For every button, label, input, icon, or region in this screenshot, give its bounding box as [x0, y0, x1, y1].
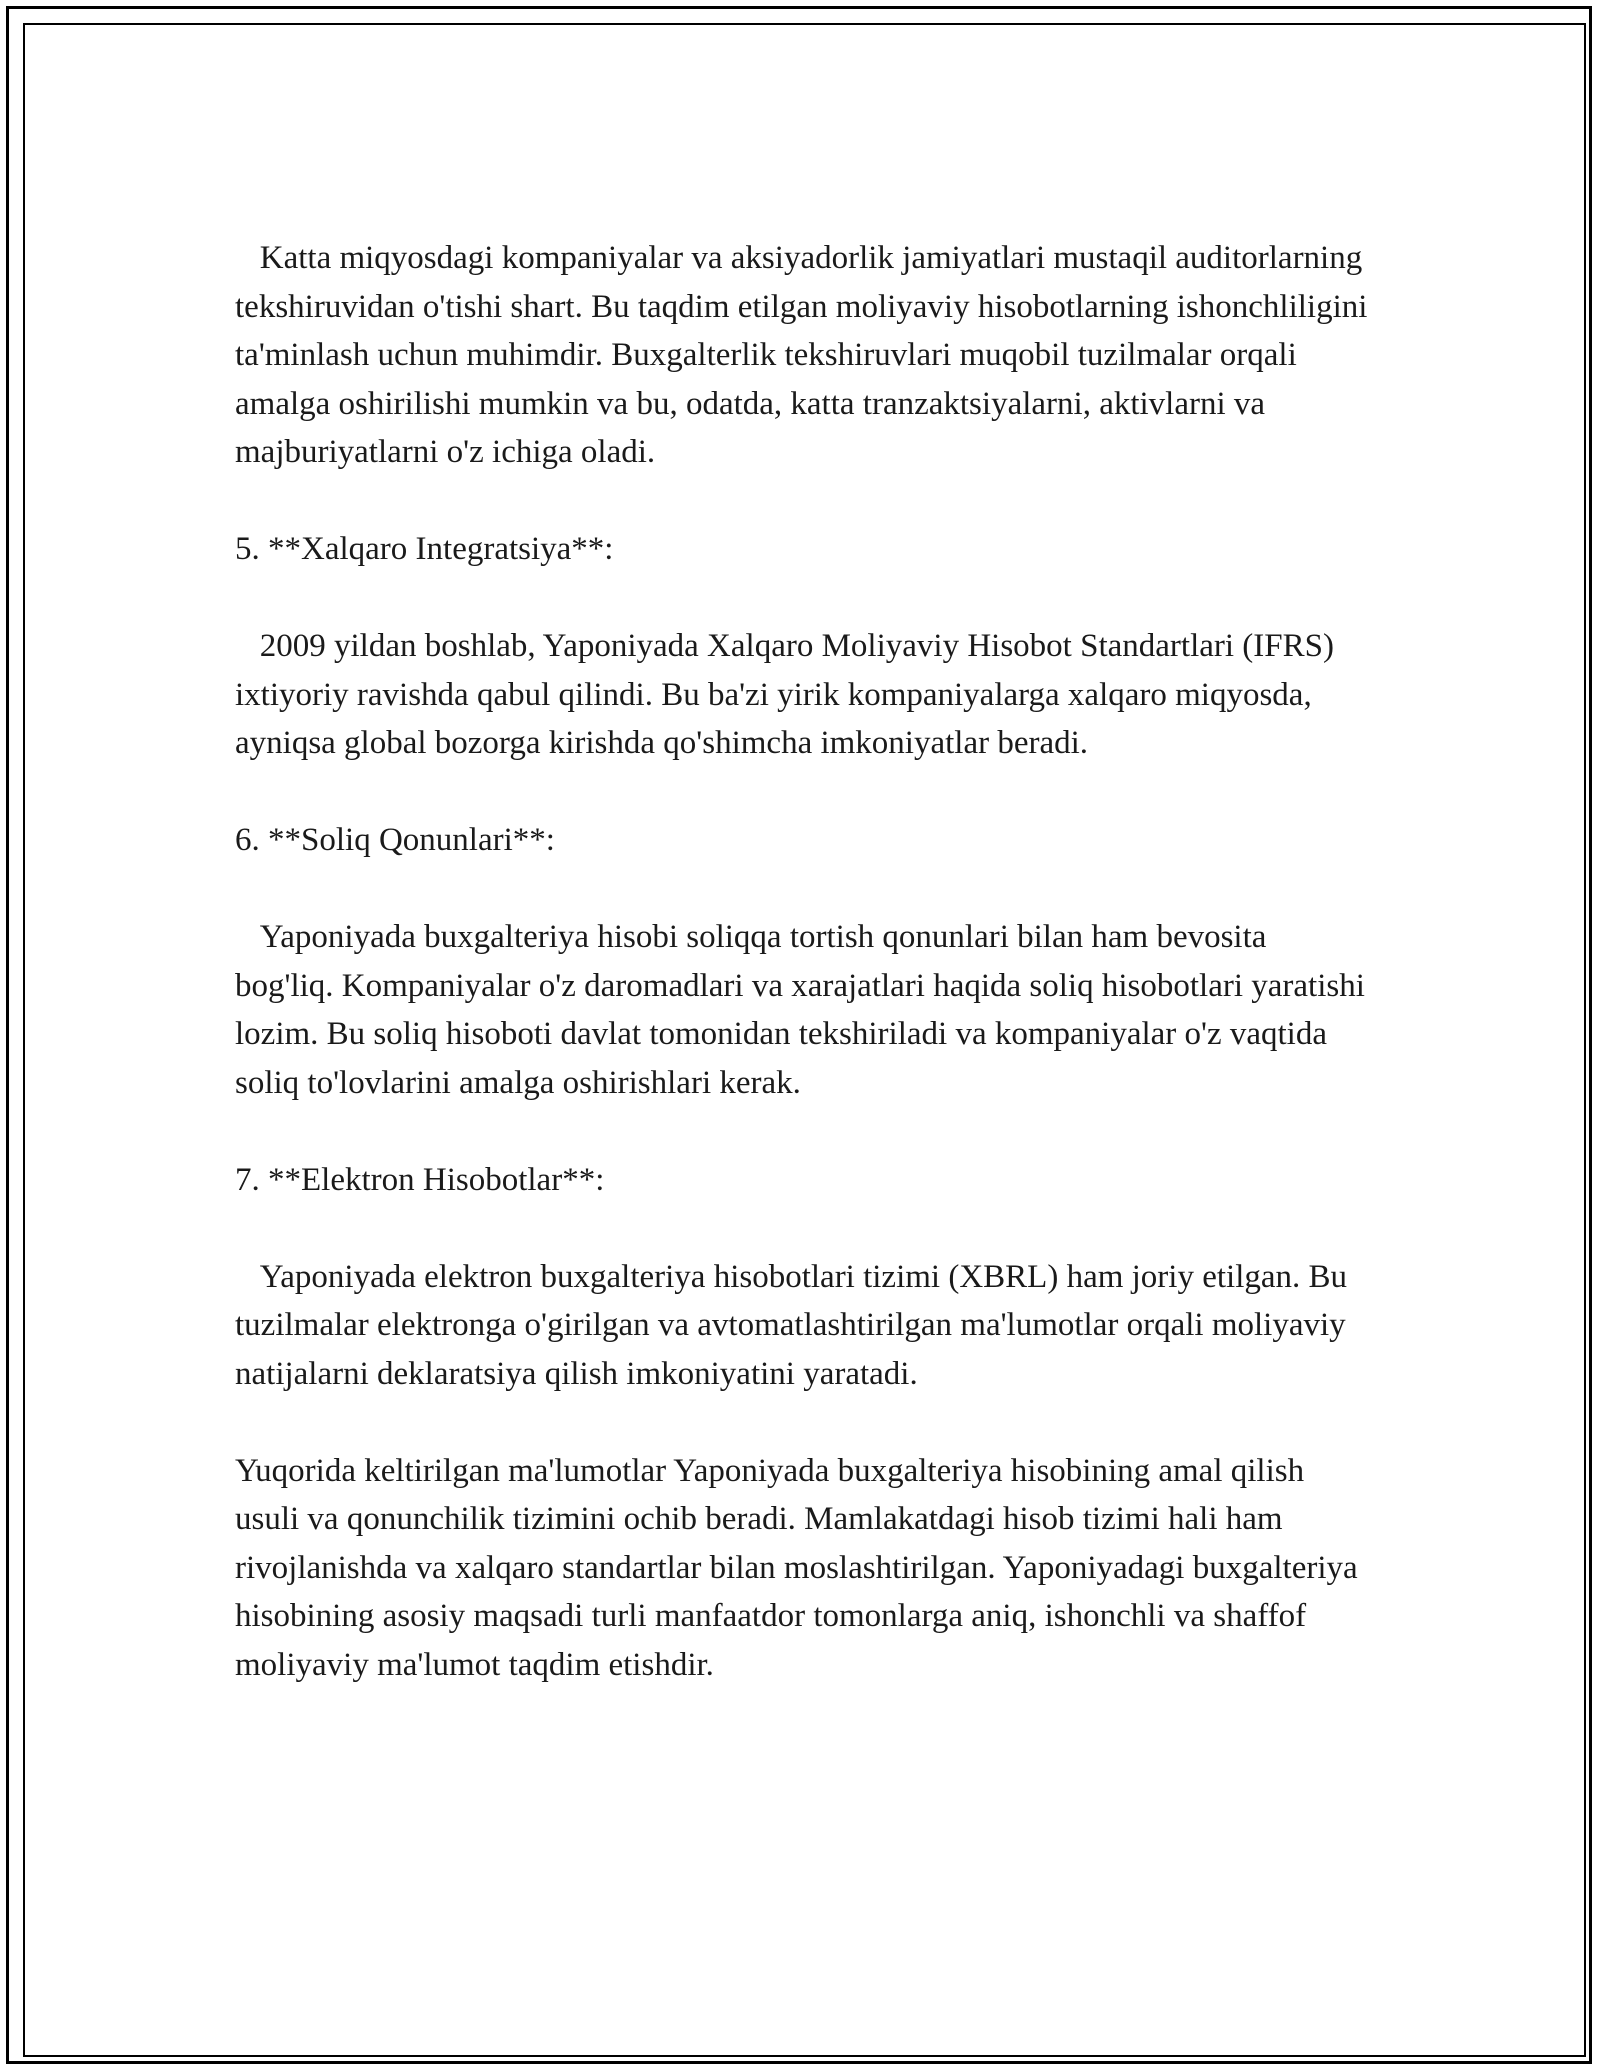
paragraph-audit: Katta miqyosdagi kompaniyalar va aksiyadorlik jamiyatlari mustaqil auditorlarning tekshiruvidan o'tishi shart. Bu taqdim etilgan moliyaviy hisobotlarning ishonchliligini ta'minlash uchun muhimdir. Buxgalterlik tekshiruvlari muqobil tuzilmalar orqali amalga oshirilishi mumkin va bu, odatda, katta tranzaktsiyalarni, aktivlarni va majburiyatlarni o'z ichiga oladi.	[235, 240, 1376, 470]
paragraph-xbrl: Yaponiyada elektron buxgalteriya hisobotlari tizimi (XBRL) ham joriy etilgan. Bu tuzilmalar elektronga o'girilgan va avtomatlashtirilgan ma'lumotlar orqali moliyaviy natijalarni deklaratsiya qilish imkoniyatini yaratadi.	[235, 1258, 1356, 1392]
heading-tax-laws: 6. **Soliq Qonunlari**:	[235, 822, 555, 858]
paragraph-ifrs: 2009 yildan boshlab, Yaponiyada Xalqaro Moliyaviy Hisobot Standartlari (IFRS) ixtiyoriy ravishda qabul qilindi. Bu ba'zi yirik kompaniyalarga xalqaro miqyosda, ayniqsa global bozorga kirishda qo'shimcha imkoniyatlar beradi.	[235, 628, 1343, 761]
heading-electronic-reports: 7. **Elektron Hisobotlar**:	[235, 1161, 605, 1198]
paragraph-tax: Yaponiyada buxgalteriya hisobi soliqqa tortish qonunlari bilan ham bevosita bog'liq. Kompaniyalar o'z daromadlari va xarajatlari haqida soliq hisobotlari yaratishi lozim. Bu soliq hisoboti davlat tomonidan tekshiriladi va kompaniyalar o'z vaqtida soliq to'lovlarini amalga oshirishlari kerak.	[235, 919, 1374, 1101]
heading-international-integration: 5. **Xalqaro Integratsiya**:	[235, 531, 614, 567]
paragraph-conclusion: Yuqorida keltirilgan ma'lumotlar Yaponiyada buxgalteriya hisobining amal qilish usuli va qonunchilik tizimini ochib beradi. Mamlakatdagi hisob tizimi hali ham rivojlanishda va xalqaro standartlar bilan moslashtirilgan. Yaponiyadagi buxgalteriya hisobining asosiy maqsadi turli manfaatdor tomonlarga aniq, ishonchli va shaffof moliyaviy ma'lumot taqdim etishdir.	[235, 1452, 1366, 1683]
document-body	[235, 234, 1376, 1689]
